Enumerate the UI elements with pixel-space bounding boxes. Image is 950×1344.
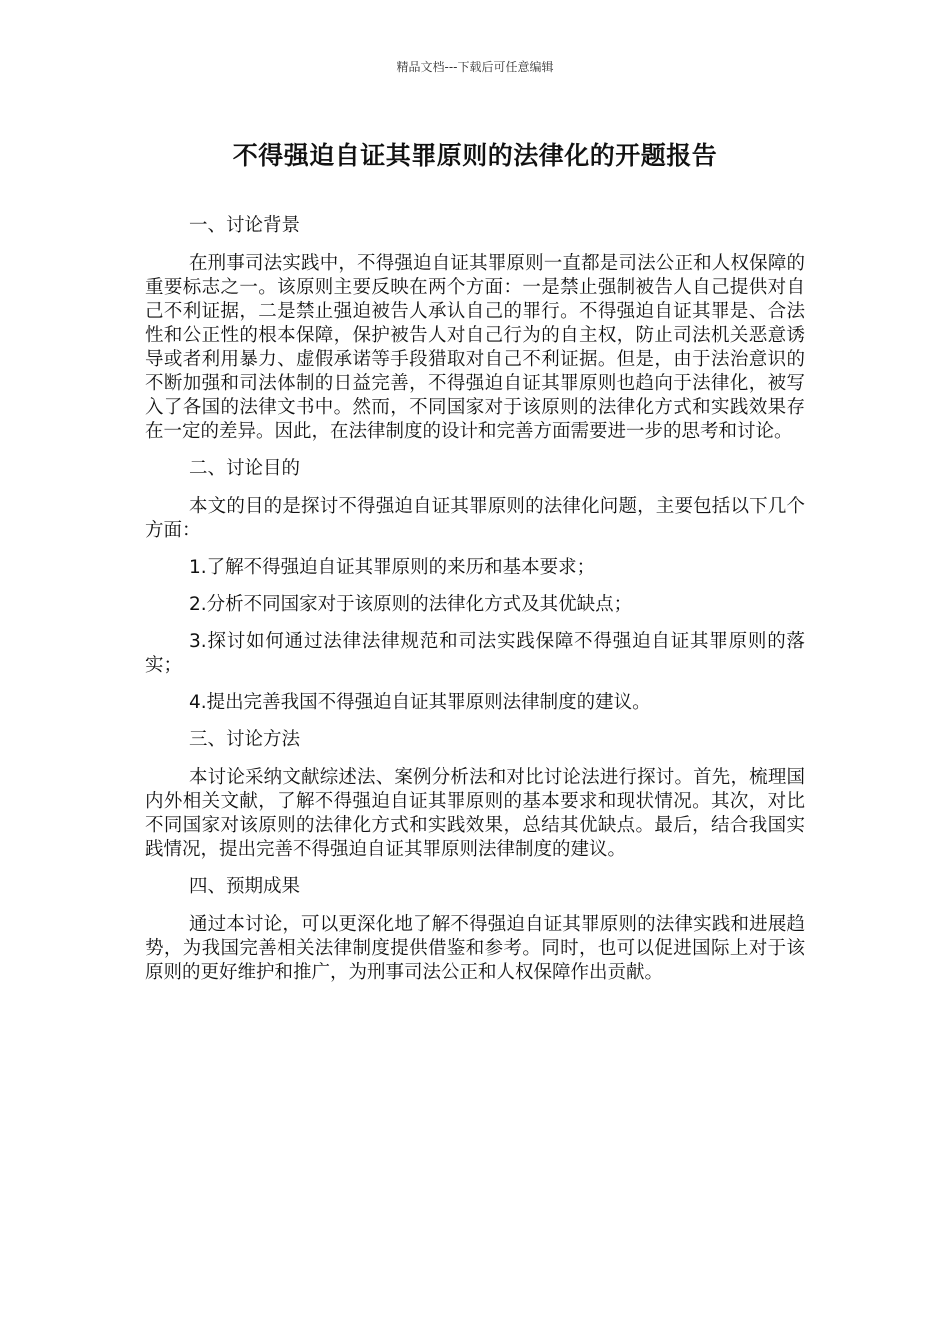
paragraph-purpose-intro: 本文的目的是探讨不得强迫自证其罪原则的法律化问题，主要包括以下几个方面： bbox=[145, 496, 805, 541]
paragraph-background: 在刑事司法实践中，不得强迫自证其罪原则一直都是司法公正和人权保障的重要标志之一。该原则主要反映在两个方面：一是禁止强制被告人自己提供对自己不利证据，二是禁止强迫被告人承认自己的罪行。不得强迫自证其罪是、合法性和公正性的根本保障，保护被告人对自己行为的自主权，防止司法机关恶意诱导或者利用暴力、虚假承诺等手段猎取对自己不利证据。但是，由于法治意识的不断加强和司法体制的日益完善，不得强迫自证其罪原则也趋向于法律化，被写入了各国的法律文书中。然而，不同国家对于该原则的法律化方式和实践效果存在一定的差异。因此，在法律制度的设计和完善方面需要进一步的思考和讨论。 bbox=[145, 253, 805, 442]
header-note: 精品文档---下载后可任意编辑 bbox=[396, 60, 554, 74]
section-heading-outcome: 四、预期成果 bbox=[189, 876, 301, 897]
section-heading-method: 三、讨论方法 bbox=[189, 729, 301, 750]
list-item: 2.分析不同国家对于该原则的法律化方式及其优缺点； bbox=[189, 594, 633, 615]
list-item: 1.了解不得强迫自证其罪原则的来历和基本要求； bbox=[189, 557, 596, 578]
document-title: 不得强迫自证其罪原则的法律化的开题报告 bbox=[232, 141, 718, 170]
paragraph-method: 本讨论采纳文献综述法、案例分析法和对比讨论法进行探讨。首先，梳理国内外相关文献，了解不得强迫自证其罪原则的基本要求和现状情况。其次，对比不同国家对该原则的法律化方式和实践效果，总结其优缺点。最后，结合我国实践情况，提出完善不得强迫自证其罪原则法律制度的建议。 bbox=[145, 767, 805, 860]
section-heading-purpose: 二、讨论目的 bbox=[189, 458, 301, 479]
document-body bbox=[145, 214, 805, 998]
list-item: 3.探讨如何通过法律法律规范和司法实践保障不得强迫自证其罪原则的落实； bbox=[145, 631, 805, 676]
paragraph-outcome: 通过本讨论，可以更深化地了解不得强迫自证其罪原则的法律实践和进展趋势，为我国完善相关法律制度提供借鉴和参考。同时，也可以促进国际上对于该原则的更好维护和推广，为刑事司法公正和人权保障作出贡献。 bbox=[145, 914, 805, 983]
list-item: 4.提出完善我国不得强迫自证其罪原则法律制度的建议。 bbox=[189, 692, 651, 713]
section-heading-background: 一、讨论背景 bbox=[189, 215, 301, 236]
